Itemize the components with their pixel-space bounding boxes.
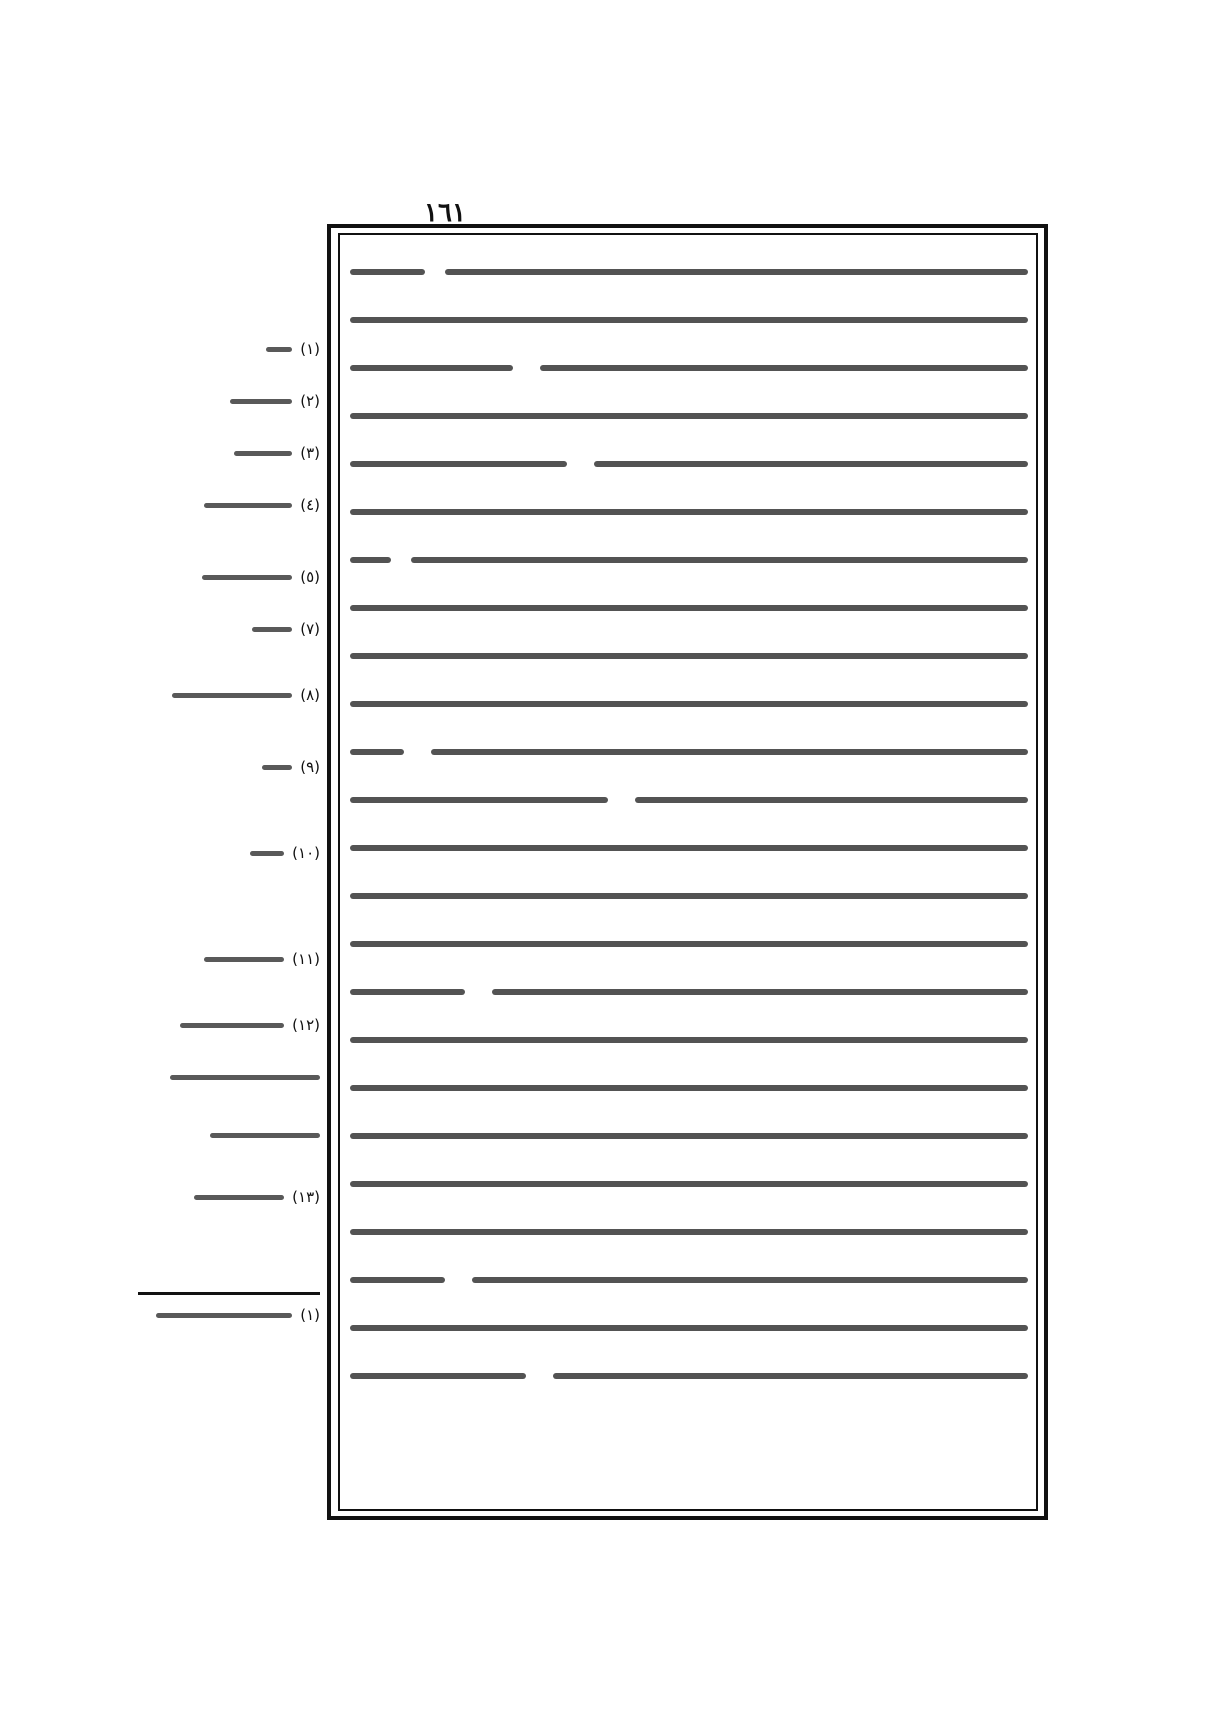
margin-note: (٨) — [172, 676, 320, 714]
margin-note: (١) — [266, 330, 320, 368]
text-line — [350, 728, 1028, 776]
text-line — [350, 776, 1028, 824]
text-line — [350, 1160, 1028, 1208]
margin-note: (١١) — [204, 940, 320, 978]
margin-note: (٣) — [234, 434, 320, 472]
margin-note — [210, 1116, 320, 1154]
margin-note: (٥) — [202, 558, 320, 596]
footnote: (١) — [140, 1300, 320, 1330]
main-text-block — [350, 248, 1028, 1500]
text-line — [350, 248, 1028, 296]
margin-note: (٤) — [204, 486, 320, 524]
text-line — [350, 1064, 1028, 1112]
text-line — [350, 536, 1028, 584]
text-line — [350, 1016, 1028, 1064]
text-line — [350, 1304, 1028, 1352]
text-line — [350, 1208, 1028, 1256]
text-line — [350, 1352, 1028, 1400]
text-line — [350, 1256, 1028, 1304]
margin-rule — [138, 1292, 320, 1295]
text-line — [350, 824, 1028, 872]
margin-note: (٧) — [252, 610, 320, 648]
text-line — [350, 632, 1028, 680]
text-line — [350, 680, 1028, 728]
text-line — [350, 968, 1028, 1016]
text-line — [350, 392, 1028, 440]
margin-note: (١٢) — [180, 1006, 320, 1044]
text-line — [350, 1112, 1028, 1160]
margin-note: (٩) — [262, 748, 320, 786]
margin-note — [170, 1058, 320, 1096]
text-line — [350, 920, 1028, 968]
text-line — [350, 584, 1028, 632]
page-number: ١٦١ — [424, 198, 466, 228]
text-line — [350, 344, 1028, 392]
text-line — [350, 872, 1028, 920]
text-line — [350, 296, 1028, 344]
margin-note: (١٣) — [194, 1178, 320, 1216]
text-line — [350, 488, 1028, 536]
margin-note: (٢) — [230, 382, 320, 420]
text-line — [350, 440, 1028, 488]
margin-note: (١٠) — [250, 834, 320, 872]
